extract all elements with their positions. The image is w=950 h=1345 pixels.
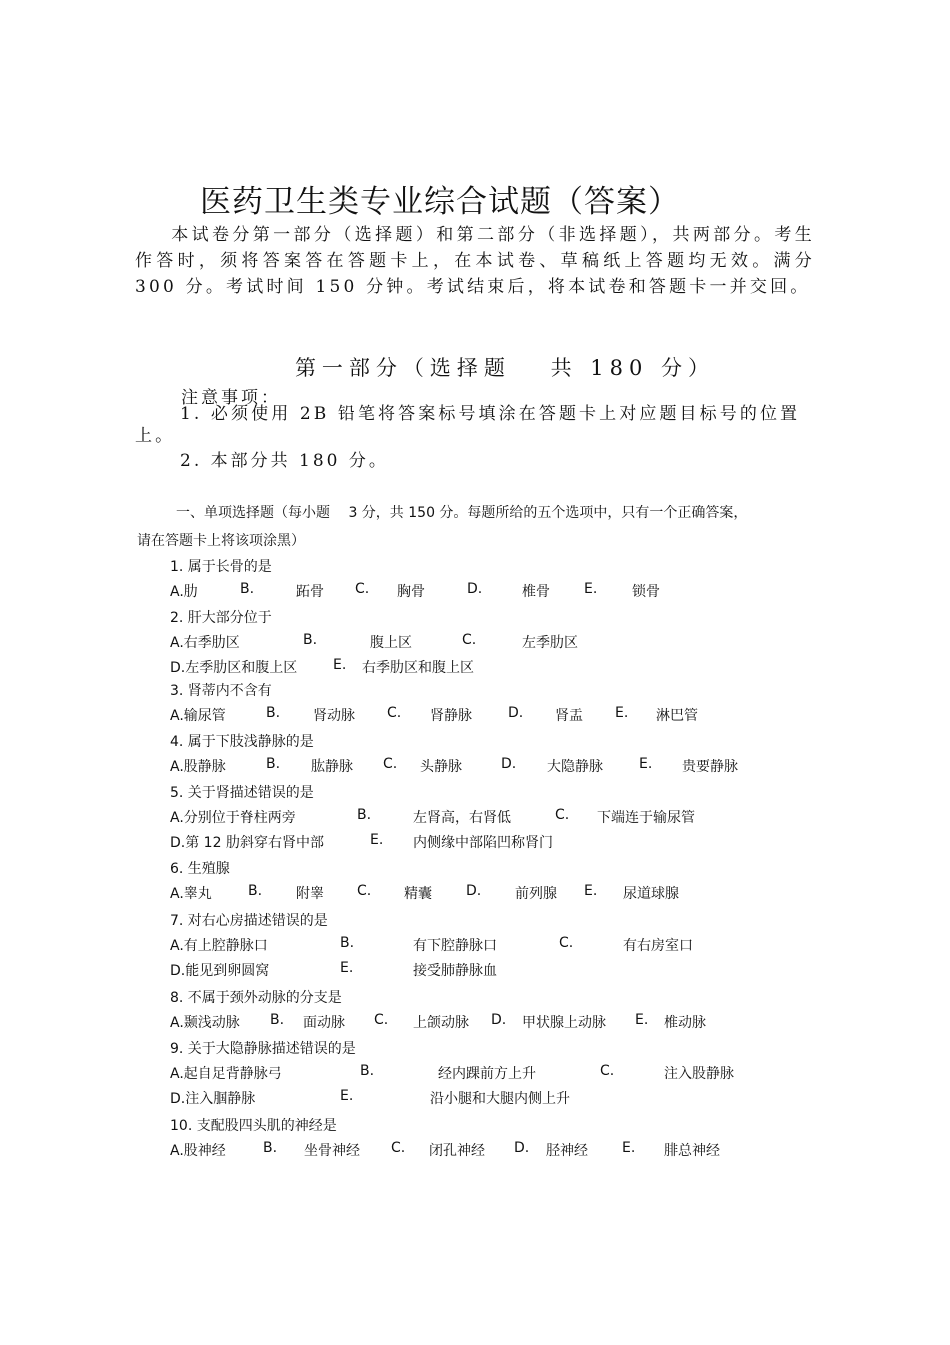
answer-option: 接受肺静脉血 — [413, 963, 497, 979]
answer-option: D. — [514, 1140, 530, 1156]
answer-option: C. — [600, 1063, 615, 1079]
answer-option: 闭孔神经 — [429, 1143, 485, 1159]
answer-option: C. — [357, 883, 372, 899]
answer-option: 肱静脉 — [311, 759, 353, 775]
answer-option: 左季肋区 — [522, 635, 578, 651]
answer-option: D. — [466, 883, 482, 899]
answer-option: 注入股静脉 — [664, 1066, 734, 1082]
answer-option: D. — [491, 1012, 507, 1028]
answer-option: A.有上腔静脉口 — [170, 938, 268, 954]
answer-option: 胸骨 — [397, 584, 425, 600]
part1-title: 第一部分（选择题 共 180 分） — [294, 356, 716, 380]
answer-option: A.起自足背静脉弓 — [170, 1066, 282, 1082]
answer-option: B. — [357, 807, 372, 823]
answer-option: 内侧缘中部陷凹称肾门 — [413, 835, 553, 851]
answer-option: 沿小腿和大腿内侧上升 — [430, 1091, 570, 1107]
answer-option: C. — [387, 705, 402, 721]
answer-option: A.右季肋区 — [170, 635, 240, 651]
answer-option: B. — [263, 1140, 278, 1156]
answer-option: 腓总神经 — [664, 1143, 720, 1159]
answer-option: 跖骨 — [296, 584, 324, 600]
page-title: 医药卫生类专业综合试题（答案） — [200, 184, 680, 220]
question-stem: 2. 肝大部分位于 — [170, 610, 272, 626]
answer-option: 尿道球腺 — [623, 886, 679, 902]
answer-option: A.分别位于脊柱两旁 — [170, 810, 296, 826]
answer-option: 锁骨 — [632, 584, 660, 600]
intro-paragraph — [135, 222, 815, 300]
question-stem: 10. 支配股四头肌的神经是 — [170, 1118, 337, 1134]
answer-option: D. — [501, 756, 517, 772]
answer-option: D. — [467, 581, 483, 597]
answer-option: C. — [383, 756, 398, 772]
answer-option: 腹上区 — [370, 635, 412, 651]
answer-option: 上颌动脉 — [413, 1015, 469, 1031]
answer-option: E. — [370, 832, 384, 848]
notice-label: 注意事项： — [181, 388, 281, 408]
answer-option: B. — [270, 1012, 285, 1028]
answer-option: D. — [508, 705, 524, 721]
answer-option: A.股静脉 — [170, 759, 226, 775]
answer-option: 大隐静脉 — [547, 759, 603, 775]
answer-option: A.睾丸 — [170, 886, 212, 902]
answer-option: 坐骨神经 — [304, 1143, 360, 1159]
answer-option: 头静脉 — [420, 759, 462, 775]
answer-option: 肾静脉 — [430, 708, 472, 724]
answer-option: 右季肋区和腹上区 — [362, 660, 474, 676]
answer-option: 肾动脉 — [313, 708, 355, 724]
answer-option: 肾盂 — [555, 708, 583, 724]
notice-item-1 — [135, 403, 815, 447]
answer-option: 贵要静脉 — [682, 759, 738, 775]
answer-option: B. — [240, 581, 255, 597]
question-stem: 4. 属于下肢浅静脉的是 — [170, 734, 314, 750]
question-stem: 7. 对右心房描述错误的是 — [170, 913, 328, 929]
answer-option: B. — [340, 935, 355, 951]
notice-item-2: 2. 本部分共 180 分。 — [180, 451, 389, 471]
question-stem: 3. 肾蒂内不含有 — [170, 683, 272, 699]
question-stem: 9. 关于大隐静脉描述错误的是 — [170, 1041, 356, 1057]
answer-option: A.输尿管 — [170, 708, 226, 724]
answer-option: 附睾 — [296, 886, 324, 902]
answer-option: A.颞浅动脉 — [170, 1015, 240, 1031]
answer-option: C. — [559, 935, 574, 951]
question-stem: 8. 不属于颈外动脉的分支是 — [170, 990, 342, 1006]
answer-option: B. — [303, 632, 318, 648]
answer-option: C. — [391, 1140, 406, 1156]
answer-option: C. — [355, 581, 370, 597]
answer-option: E. — [340, 1088, 354, 1104]
answer-option: 精囊 — [404, 886, 432, 902]
answer-option: C. — [374, 1012, 389, 1028]
answer-option: D.能见到卵圆窝 — [170, 963, 270, 979]
answer-option: 甲状腺上动脉 — [522, 1015, 606, 1031]
answer-option: 有右房室口 — [623, 938, 693, 954]
answer-option: B. — [248, 883, 263, 899]
answer-option: 淋巴管 — [656, 708, 698, 724]
answer-option: E. — [584, 581, 598, 597]
answer-option: 有下腔静脉口 — [413, 938, 497, 954]
answer-option: C. — [462, 632, 477, 648]
answer-option: D.注入腘静脉 — [170, 1091, 256, 1107]
question-stem: 1. 属于长骨的是 — [170, 559, 272, 575]
answer-option: 左肾高，右肾低 — [413, 810, 511, 826]
answer-option: 下端连于输尿管 — [597, 810, 695, 826]
question-stem: 5. 关于肾描述错误的是 — [170, 785, 314, 801]
section1-heading-cont: 请在答题卡上将该项涂黑） — [137, 533, 305, 549]
question-stem: 6. 生殖腺 — [170, 861, 230, 877]
answer-option: A.肋 — [170, 584, 198, 600]
intro-text: 本试卷分第一部分（选择题）和第二部分（非选择题），共两部分。考生作答时，须将答案答在答题卡上，在本试卷、草稿纸上答题均无效。满分 300 分。考试时间 150 分钟。考试结束后，将本试卷和答题卡一并交回。 — [135, 225, 815, 297]
answer-option: B. — [266, 705, 281, 721]
answer-option: B. — [266, 756, 281, 772]
answer-option: E. — [639, 756, 653, 772]
answer-option: D.第 12 肋斜穿右肾中部 — [170, 835, 324, 851]
answer-option: 面动脉 — [303, 1015, 345, 1031]
answer-option: C. — [555, 807, 570, 823]
answer-option: 椎动脉 — [664, 1015, 706, 1031]
answer-option: A.股神经 — [170, 1143, 226, 1159]
answer-option: E. — [635, 1012, 649, 1028]
answer-option: B. — [360, 1063, 375, 1079]
answer-option: D.左季肋区和腹上区 — [170, 660, 298, 676]
answer-option: E. — [584, 883, 598, 899]
answer-option: 胫神经 — [546, 1143, 588, 1159]
answer-option: 椎骨 — [522, 584, 550, 600]
answer-option: E. — [622, 1140, 636, 1156]
answer-option: E. — [333, 657, 347, 673]
notice-item-1-text: 1. 必须使用 2B 铅笔将答案标号填涂在答题卡上对应题目标号的位置上。 — [135, 404, 801, 446]
answer-option: 经内踝前方上升 — [438, 1066, 536, 1082]
answer-option: E. — [615, 705, 629, 721]
section1-heading: 一、单项选择题（每小题 3 分，共 150 分。每题所给的五个选项中，只有一个正确答案， — [176, 505, 748, 521]
answer-option: 前列腺 — [515, 886, 557, 902]
answer-option: E. — [340, 960, 354, 976]
